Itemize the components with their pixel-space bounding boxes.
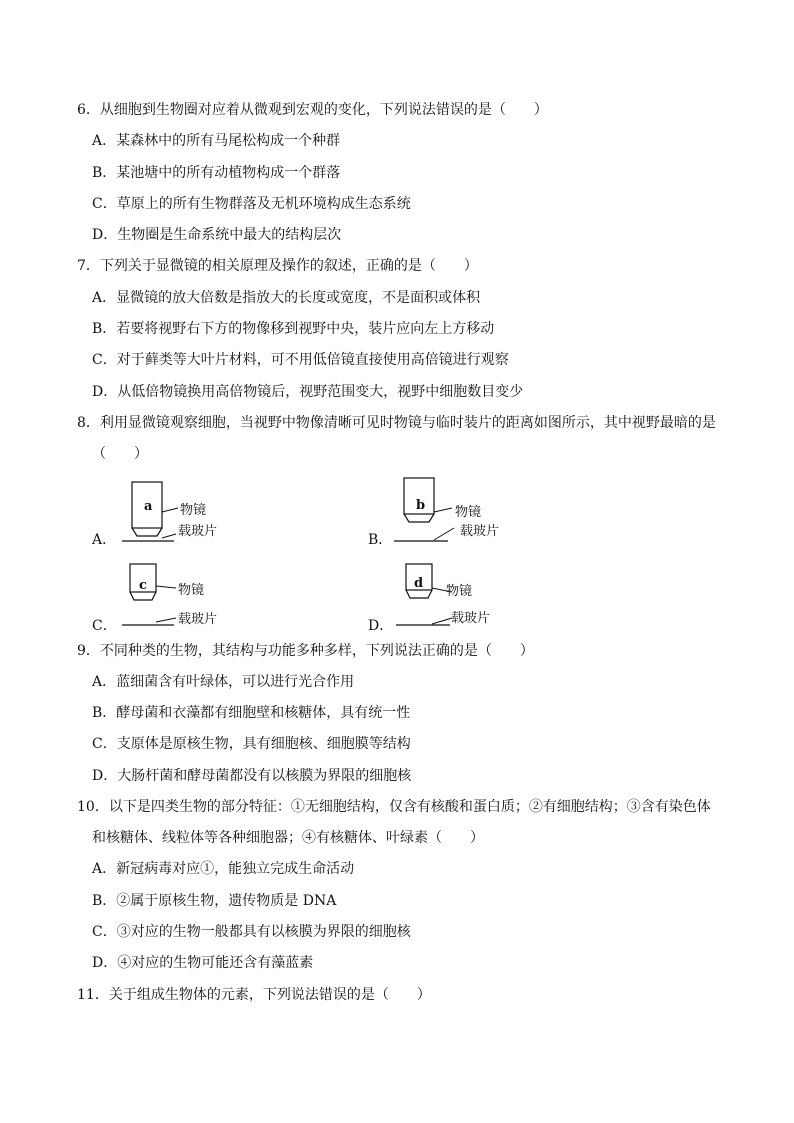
question-6-option-a: A．某森林中的所有马尾松构成一个种群 xyxy=(92,133,341,149)
question-9-option-c: C．支原体是原核生物，具有细胞核、细胞膜等结构 xyxy=(92,736,411,752)
figure-d-lens-label: 物镜 xyxy=(446,584,473,599)
question-8-stem-cont: （ ） xyxy=(92,446,148,462)
question-7-option-b: B．若要将视野右下方的物像移到视野中央，装片应向左上方移动 xyxy=(92,321,495,337)
figure-a-lens-letter: a xyxy=(144,499,153,514)
question-9-option-a: A．蓝细菌含有叶绿体，可以进行光合作用 xyxy=(92,674,355,690)
question-9-option-d: D．大肠杆菌和酵母菌都没有以核膜为界限的细胞核 xyxy=(92,768,412,784)
question-10-option-a: A．新冠病毒对应①，能独立完成生命活动 xyxy=(92,861,355,877)
question-7-option-d: D．从低倍物镜换用高倍物镜后，视野范围变大，视野中细胞数目变少 xyxy=(92,384,524,400)
figure-c-lens-label: 物镜 xyxy=(178,583,205,598)
question-10-option-d: D．④对应的生物可能还含有藻蓝素 xyxy=(92,955,314,971)
question-10-option-c: C．③对应的生物一般都具有以核膜为界限的细胞核 xyxy=(92,924,411,940)
figure-a-slide-label: 载玻片 xyxy=(178,524,218,539)
question-6-option-d: D．生物圈是生命系统中最大的结构层次 xyxy=(92,227,342,243)
question-6-option-c: C．草原上的所有生物群落及无机环境构成生态系统 xyxy=(92,196,411,212)
question-6-option-b: B．某池塘中的所有动植物构成一个群落 xyxy=(92,165,341,181)
figure-d-slide-label: 载玻片 xyxy=(451,611,491,626)
figure-a-option-label: A． xyxy=(92,532,117,548)
question-10-stem-cont: 和核糖体、线粒体等各种细胞器；④有核糖体、叶绿素（ ） xyxy=(92,830,484,846)
figure-b-slide-label: 载玻片 xyxy=(460,524,500,539)
figure-c-slide-label: 载玻片 xyxy=(178,612,218,627)
figure-c-option-label: C． xyxy=(92,618,117,634)
figure-d-option-label: D． xyxy=(368,618,394,634)
figure-b-lens-label: 物镜 xyxy=(455,505,482,520)
question-7-option-c: C．对于藓类等大叶片材料，可不用低倍镜直接使用高倍镜进行观察 xyxy=(92,352,509,368)
question-7-stem: 7．下列关于显微镜的相关原理及操作的叙述，正确的是（ ） xyxy=(77,258,478,274)
figure-b-lens-letter: b xyxy=(416,498,426,513)
figure-d-lens-letter: d xyxy=(414,576,424,591)
question-10-option-b: B．②属于原核生物，遗传物质是 DNA xyxy=(92,893,337,909)
figure-b-option-label: B． xyxy=(368,532,393,548)
question-9-option-b: B．酵母菌和衣藻都有细胞壁和核糖体，具有统一性 xyxy=(92,705,411,721)
figure-a-lens-label: 物镜 xyxy=(180,503,207,518)
question-7-option-a: A．显微镜的放大倍数是指放大的长度或宽度，不是面积或体积 xyxy=(92,290,481,306)
figure-c-lens-letter: c xyxy=(139,578,147,593)
question-8-stem: 8．利用显微镜观察细胞，当视野中物像清晰可见时物镜与临时装片的距离如图所示，其中视野最暗的是 xyxy=(77,415,716,431)
question-6-stem: 6．从细胞到生物圈对应着从微观到宏观的变化，下列说法错误的是（ ） xyxy=(77,102,548,118)
question-11-stem: 11．关于组成生物体的元素，下列说法错误的是（ ） xyxy=(77,987,431,1003)
question-10-stem: 10．以下是四类生物的部分特征：①无细胞结构，仅含有核酸和蛋白质；②有细胞结构；③含有染色体 xyxy=(77,799,711,815)
question-9-stem: 9．不同种类的生物，其结构与功能多种多样，下列说法正确的是（ ） xyxy=(77,643,534,659)
